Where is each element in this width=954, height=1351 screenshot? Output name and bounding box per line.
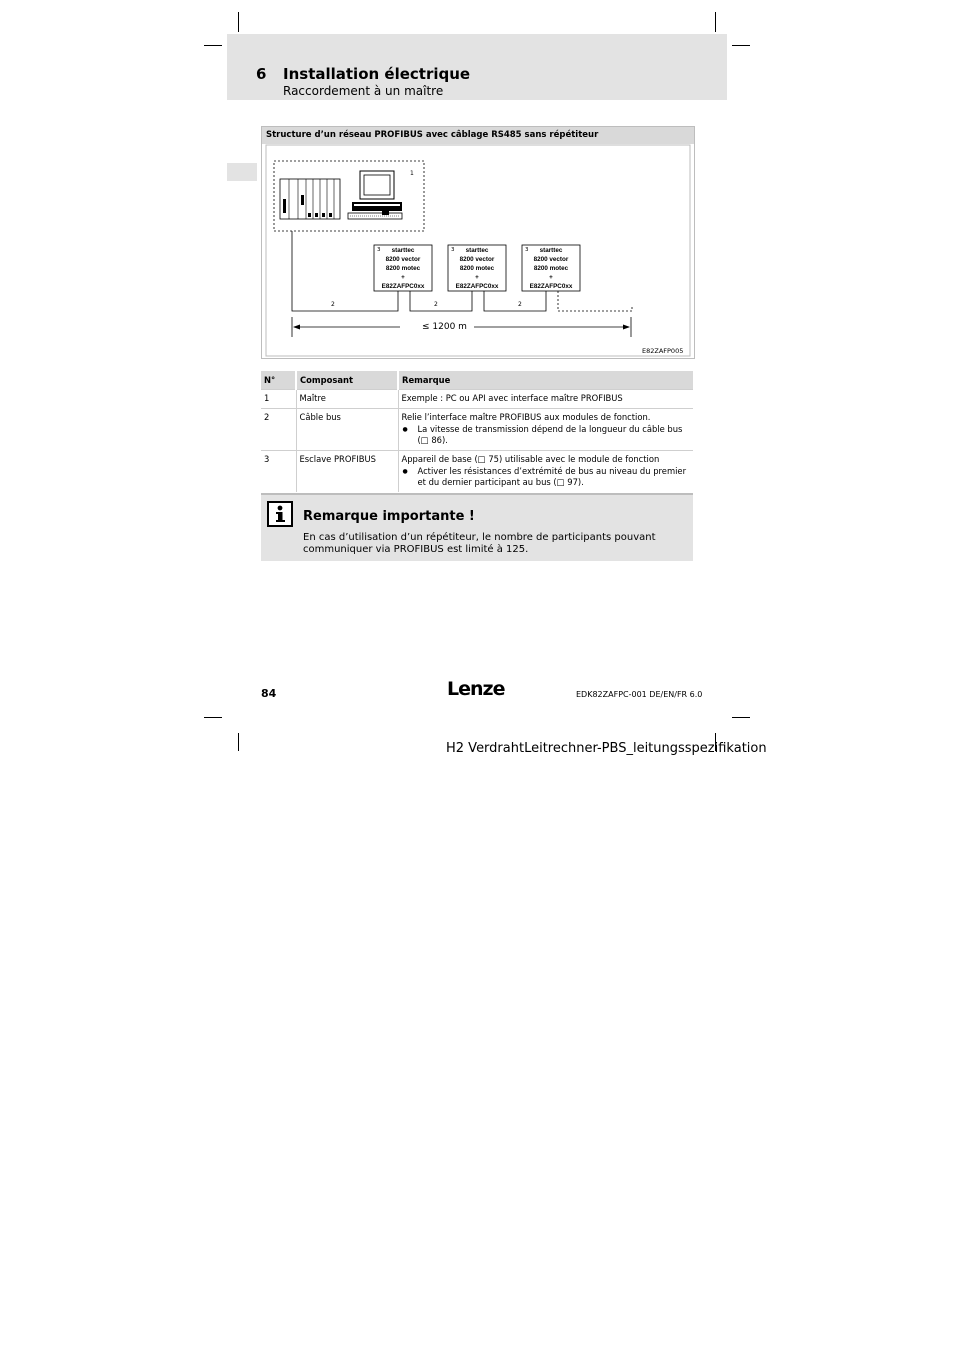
slave-number-label: 3 bbox=[451, 247, 455, 253]
slave-label-line: E82ZAFPC0xx bbox=[381, 283, 425, 290]
row-number: 2 bbox=[261, 409, 296, 451]
slave-label-line: starttec bbox=[539, 247, 563, 254]
figure-title: Structure d’un réseau PROFIBUS avec câblage RS485 sans répétiteur bbox=[266, 130, 599, 140]
slave-module bbox=[448, 245, 506, 291]
slave-label-line: + bbox=[549, 274, 553, 281]
remark-bullet: ● Activer les résistances d’extrémité de bus au niveau du premier et du dernier participant au bus (□ 97). bbox=[402, 466, 691, 488]
remark-text: Relie l’interface maître PROFIBUS aux modules de fonction. bbox=[401, 412, 651, 422]
table-header-row bbox=[261, 371, 693, 390]
page-number: 84 bbox=[261, 687, 277, 700]
table-row bbox=[261, 451, 693, 493]
crop-mark bbox=[732, 45, 750, 46]
row-remark bbox=[398, 451, 693, 493]
table-row bbox=[261, 390, 693, 409]
slave-number-label: 3 bbox=[377, 247, 381, 253]
slave-module bbox=[374, 245, 432, 291]
network-diagram bbox=[262, 127, 694, 358]
column-header: N° bbox=[261, 371, 296, 390]
chapter-title: Installation électrique bbox=[283, 65, 471, 83]
slave-label-line: 8200 motec bbox=[459, 265, 495, 272]
info-icon bbox=[267, 501, 293, 527]
remark-text: Appareil de base (□ 75) utilisable avec le module de fonction bbox=[401, 454, 660, 464]
slave-label-line: + bbox=[401, 274, 405, 281]
row-component: Câble bus bbox=[296, 409, 398, 451]
network-figure bbox=[261, 126, 695, 359]
row-number: 3 bbox=[261, 451, 296, 493]
row-component: Maître bbox=[296, 390, 398, 409]
bus-cable-segment bbox=[484, 291, 546, 311]
important-note bbox=[261, 493, 693, 561]
cable-label: 2 bbox=[331, 301, 335, 308]
slave-label-line: 8200 vector bbox=[459, 256, 495, 263]
slave-label-line: 8200 motec bbox=[533, 265, 569, 272]
row-remark bbox=[398, 390, 693, 409]
slave-label-line: E82ZAFPC0xx bbox=[529, 283, 573, 290]
chapter-subtitle: Raccordement à un maître bbox=[283, 84, 444, 98]
slave-label-line: 8200 motec bbox=[385, 265, 421, 272]
slave-label-line: E82ZAFPC0xx bbox=[455, 283, 499, 290]
column-header: Remarque bbox=[398, 371, 693, 390]
document-reference: EDK82ZAFPC-001 DE/EN/FR 6.0 bbox=[576, 690, 703, 699]
bus-cable-extension bbox=[558, 291, 632, 311]
slave-module bbox=[522, 245, 580, 291]
cable-label: 2 bbox=[434, 301, 438, 308]
crop-mark bbox=[238, 733, 239, 751]
remark-text: Exemple : PC ou API avec interface maître PROFIBUS bbox=[401, 393, 623, 403]
table-row bbox=[261, 409, 693, 451]
slave-label-line: 8200 vector bbox=[533, 256, 569, 263]
row-number: 1 bbox=[261, 390, 296, 409]
chapter-number: 6 bbox=[256, 65, 267, 83]
slave-label-line: + bbox=[475, 274, 479, 281]
crop-mark bbox=[715, 12, 716, 32]
side-tab-marker bbox=[227, 163, 257, 181]
component-table bbox=[261, 371, 693, 492]
file-label: H2 VerdrahtLeitrechner-PBS_leitungsspezifikation bbox=[446, 741, 767, 756]
slave-label-line: starttec bbox=[465, 247, 489, 254]
crop-mark bbox=[204, 717, 222, 718]
remark-bullet: ● La vitesse de transmission dépend de la longueur du câble bus (□ 86). bbox=[402, 424, 691, 446]
note-title: Remarque importante ! bbox=[303, 509, 475, 524]
slave-label-line: starttec bbox=[391, 247, 415, 254]
distance-label: ≤ 1200 m bbox=[422, 322, 467, 332]
cable-label: 2 bbox=[518, 301, 522, 308]
slave-number-label: 3 bbox=[525, 247, 529, 253]
row-remark bbox=[398, 409, 693, 451]
column-header: Composant bbox=[296, 371, 398, 390]
pc-icon bbox=[348, 171, 402, 219]
crop-mark bbox=[732, 717, 750, 718]
crop-mark bbox=[238, 12, 239, 32]
note-text: En cas d’utilisation d’un répétiteur, le nombre de participants pouvant communiquer via PROFIBUS est limité à 125. bbox=[303, 532, 656, 555]
row-component: Esclave PROFIBUS bbox=[296, 451, 398, 493]
bus-cable-segment bbox=[410, 291, 472, 311]
crop-mark bbox=[204, 45, 222, 46]
plc-rack-icon bbox=[280, 179, 340, 219]
lenze-logo: Lenze bbox=[447, 678, 505, 700]
slave-label-line: 8200 vector bbox=[385, 256, 421, 263]
master-number-label: 1 bbox=[410, 170, 414, 177]
figure-code: E82ZAFP005 bbox=[642, 347, 684, 355]
